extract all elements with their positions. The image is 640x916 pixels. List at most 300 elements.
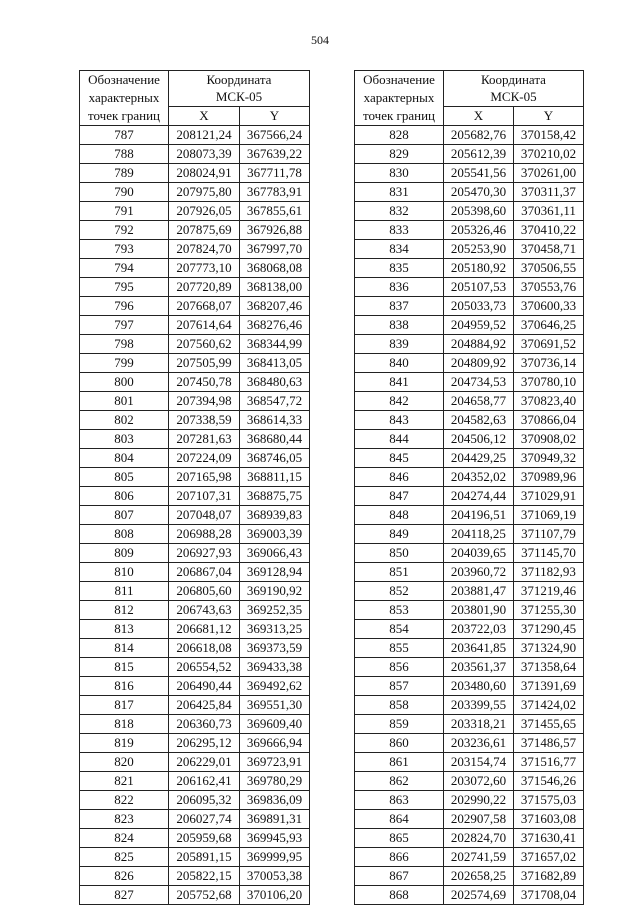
table-row bbox=[355, 202, 584, 221]
x-coordinate-cell: 205326,46 bbox=[444, 221, 514, 240]
y-coordinate-cell: 370780,10 bbox=[514, 373, 584, 392]
point-number-cell: 809 bbox=[80, 544, 169, 563]
table-row bbox=[80, 449, 310, 468]
y-coordinate-cell: 371219,46 bbox=[514, 582, 584, 601]
x-coordinate-cell: 206295,12 bbox=[169, 734, 240, 753]
x-coordinate-cell: 207224,09 bbox=[169, 449, 240, 468]
x-coordinate-cell: 207614,64 bbox=[169, 316, 240, 335]
point-number-cell: 790 bbox=[80, 183, 169, 202]
table-row bbox=[355, 601, 584, 620]
y-coordinate-cell: 369492,62 bbox=[240, 677, 310, 696]
point-number-cell: 854 bbox=[355, 620, 444, 639]
coordinates-table-left bbox=[79, 70, 310, 905]
x-coordinate-cell: 206743,63 bbox=[169, 601, 240, 620]
x-coordinate-cell: 205398,60 bbox=[444, 202, 514, 221]
point-number-cell: 837 bbox=[355, 297, 444, 316]
x-coordinate-cell: 208024,91 bbox=[169, 164, 240, 183]
table-row bbox=[355, 335, 584, 354]
y-coordinate-cell: 371358,64 bbox=[514, 658, 584, 677]
coordinates-table-right bbox=[354, 70, 584, 905]
y-coordinate-cell: 370210,02 bbox=[514, 145, 584, 164]
point-number-cell: 791 bbox=[80, 202, 169, 221]
x-coordinate-cell: 204658,77 bbox=[444, 392, 514, 411]
page-number: 504 bbox=[311, 33, 329, 47]
x-coordinate-cell: 205612,39 bbox=[444, 145, 514, 164]
y-coordinate-cell: 368875,75 bbox=[240, 487, 310, 506]
table-row bbox=[355, 506, 584, 525]
table-row bbox=[355, 145, 584, 164]
point-number-cell: 813 bbox=[80, 620, 169, 639]
y-coordinate-cell: 369252,35 bbox=[240, 601, 310, 620]
x-coordinate-cell: 204884,92 bbox=[444, 335, 514, 354]
point-header-line1: Обозначение bbox=[88, 72, 160, 87]
table-row bbox=[80, 525, 310, 544]
table-row bbox=[80, 658, 310, 677]
point-number-cell: 852 bbox=[355, 582, 444, 601]
y-coordinate-cell: 371682,89 bbox=[514, 867, 584, 886]
y-coordinate-cell: 371630,41 bbox=[514, 829, 584, 848]
table-row bbox=[355, 772, 584, 791]
y-coordinate-cell: 367566,24 bbox=[240, 126, 310, 145]
y-coordinate-cell: 369433,38 bbox=[240, 658, 310, 677]
y-coordinate-cell: 371290,45 bbox=[514, 620, 584, 639]
coord-header-line2: МСК-05 bbox=[215, 89, 263, 105]
y-coordinate-cell: 371107,79 bbox=[514, 525, 584, 544]
x-coordinate-cell: 204959,52 bbox=[444, 316, 514, 335]
point-number-cell: 811 bbox=[80, 582, 169, 601]
point-number-cell: 825 bbox=[80, 848, 169, 867]
table-row bbox=[355, 487, 584, 506]
point-number-cell: 841 bbox=[355, 373, 444, 392]
point-number-cell: 799 bbox=[80, 354, 169, 373]
table-row bbox=[80, 297, 310, 316]
point-number-cell: 855 bbox=[355, 639, 444, 658]
x-coordinate-cell: 203641,85 bbox=[444, 639, 514, 658]
x-coordinate-cell: 203399,55 bbox=[444, 696, 514, 715]
y-coordinate-cell: 368480,63 bbox=[240, 373, 310, 392]
table-row bbox=[355, 430, 584, 449]
x-coordinate-cell: 204274,44 bbox=[444, 487, 514, 506]
table-row bbox=[355, 468, 584, 487]
table-row bbox=[80, 468, 310, 487]
point-number-cell: 824 bbox=[80, 829, 169, 848]
y-coordinate-cell: 370506,55 bbox=[514, 259, 584, 278]
x-coordinate-cell: 206162,41 bbox=[169, 772, 240, 791]
point-number-cell: 864 bbox=[355, 810, 444, 829]
y-coordinate-cell: 370261,00 bbox=[514, 164, 584, 183]
table-row bbox=[80, 183, 310, 202]
point-number-cell: 868 bbox=[355, 886, 444, 905]
point-number-cell: 800 bbox=[80, 373, 169, 392]
point-number-cell: 819 bbox=[80, 734, 169, 753]
y-coordinate-cell: 369836,09 bbox=[240, 791, 310, 810]
y-coordinate-cell: 370823,40 bbox=[514, 392, 584, 411]
point-number-cell: 818 bbox=[80, 715, 169, 734]
table-row bbox=[80, 734, 310, 753]
point-number-cell: 794 bbox=[80, 259, 169, 278]
point-header-line3: точек границ bbox=[87, 108, 161, 123]
table-row bbox=[80, 810, 310, 829]
y-coordinate-cell: 371657,02 bbox=[514, 848, 584, 867]
table-row bbox=[80, 335, 310, 354]
y-coordinate-cell: 369373,59 bbox=[240, 639, 310, 658]
table-row bbox=[80, 240, 310, 259]
coord-header-line1: Координата bbox=[481, 72, 546, 88]
point-number-cell: 845 bbox=[355, 449, 444, 468]
x-coordinate-cell: 207720,89 bbox=[169, 278, 240, 297]
y-coordinate-cell: 370158,42 bbox=[514, 126, 584, 145]
table-row bbox=[80, 848, 310, 867]
table-row bbox=[355, 297, 584, 316]
x-coordinate-cell: 204118,25 bbox=[444, 525, 514, 544]
x-column-header: X bbox=[169, 106, 240, 125]
point-number-cell: 859 bbox=[355, 715, 444, 734]
y-coordinate-cell: 370106,20 bbox=[240, 886, 310, 905]
table-row bbox=[80, 126, 310, 145]
point-number-cell: 795 bbox=[80, 278, 169, 297]
x-coordinate-cell: 206681,12 bbox=[169, 620, 240, 639]
y-coordinate-cell: 371486,57 bbox=[514, 734, 584, 753]
y-coordinate-cell: 371145,70 bbox=[514, 544, 584, 563]
y-coordinate-cell: 369723,91 bbox=[240, 753, 310, 772]
table-row bbox=[80, 145, 310, 164]
y-coordinate-cell: 371029,91 bbox=[514, 487, 584, 506]
point-number-cell: 788 bbox=[80, 145, 169, 164]
x-coordinate-cell: 203480,60 bbox=[444, 677, 514, 696]
point-number-cell: 840 bbox=[355, 354, 444, 373]
y-coordinate-cell: 370866,04 bbox=[514, 411, 584, 430]
y-coordinate-cell: 371455,65 bbox=[514, 715, 584, 734]
y-coordinate-cell: 368939,83 bbox=[240, 506, 310, 525]
table-row bbox=[80, 563, 310, 582]
y-coordinate-cell: 370311,37 bbox=[514, 183, 584, 202]
x-coordinate-cell: 204809,92 bbox=[444, 354, 514, 373]
x-coordinate-cell: 206229,01 bbox=[169, 753, 240, 772]
x-coordinate-cell: 204039,65 bbox=[444, 544, 514, 563]
point-number-cell: 865 bbox=[355, 829, 444, 848]
point-number-cell: 861 bbox=[355, 753, 444, 772]
y-coordinate-cell: 369190,92 bbox=[240, 582, 310, 601]
table-row bbox=[80, 164, 310, 183]
y-coordinate-cell: 369066,43 bbox=[240, 544, 310, 563]
y-coordinate-cell: 371603,08 bbox=[514, 810, 584, 829]
x-coordinate-cell: 207394,98 bbox=[169, 392, 240, 411]
table-row bbox=[355, 886, 584, 905]
y-coordinate-cell: 368811,15 bbox=[240, 468, 310, 487]
y-coordinate-cell: 367855,61 bbox=[240, 202, 310, 221]
x-coordinate-cell: 207450,78 bbox=[169, 373, 240, 392]
point-number-cell: 802 bbox=[80, 411, 169, 430]
point-number-cell: 810 bbox=[80, 563, 169, 582]
x-coordinate-cell: 203561,37 bbox=[444, 658, 514, 677]
table-row bbox=[80, 202, 310, 221]
x-coordinate-cell: 202741,59 bbox=[444, 848, 514, 867]
point-number-cell: 796 bbox=[80, 297, 169, 316]
table-row bbox=[355, 221, 584, 240]
x-coordinate-cell: 205541,56 bbox=[444, 164, 514, 183]
x-coordinate-cell: 202574,69 bbox=[444, 886, 514, 905]
x-coordinate-cell: 204734,53 bbox=[444, 373, 514, 392]
table-row bbox=[355, 164, 584, 183]
table-row bbox=[355, 715, 584, 734]
table-row bbox=[355, 183, 584, 202]
x-coordinate-cell: 208121,24 bbox=[169, 126, 240, 145]
point-number-cell: 843 bbox=[355, 411, 444, 430]
point-number-cell: 850 bbox=[355, 544, 444, 563]
table-row bbox=[355, 449, 584, 468]
table-row bbox=[80, 791, 310, 810]
y-coordinate-cell: 368207,46 bbox=[240, 297, 310, 316]
point-number-cell: 827 bbox=[80, 886, 169, 905]
table-row bbox=[80, 582, 310, 601]
y-coordinate-cell: 369313,25 bbox=[240, 620, 310, 639]
table-row bbox=[80, 430, 310, 449]
point-number-cell: 812 bbox=[80, 601, 169, 620]
x-coordinate-cell: 207338,59 bbox=[169, 411, 240, 430]
point-number-cell: 846 bbox=[355, 468, 444, 487]
point-number-cell: 804 bbox=[80, 449, 169, 468]
point-number-cell: 823 bbox=[80, 810, 169, 829]
x-coordinate-cell: 207824,70 bbox=[169, 240, 240, 259]
point-number-cell: 808 bbox=[80, 525, 169, 544]
table-row bbox=[355, 620, 584, 639]
x-coordinate-cell: 202907,58 bbox=[444, 810, 514, 829]
y-coordinate-cell: 368614,33 bbox=[240, 411, 310, 430]
table-row bbox=[80, 886, 310, 905]
table-row bbox=[355, 791, 584, 810]
x-coordinate-cell: 202658,25 bbox=[444, 867, 514, 886]
y-coordinate-cell: 370908,02 bbox=[514, 430, 584, 449]
table-row bbox=[80, 639, 310, 658]
x-coordinate-cell: 205253,90 bbox=[444, 240, 514, 259]
table-row bbox=[355, 544, 584, 563]
y-coordinate-cell: 367926,88 bbox=[240, 221, 310, 240]
table-row bbox=[355, 829, 584, 848]
x-coordinate-cell: 206490,44 bbox=[169, 677, 240, 696]
point-number-cell: 853 bbox=[355, 601, 444, 620]
table-row bbox=[355, 259, 584, 278]
table-row bbox=[355, 848, 584, 867]
y-coordinate-cell: 367783,91 bbox=[240, 183, 310, 202]
x-coordinate-cell: 205959,68 bbox=[169, 829, 240, 848]
y-coordinate-cell: 371324,90 bbox=[514, 639, 584, 658]
table-row bbox=[80, 867, 310, 886]
point-number-cell: 820 bbox=[80, 753, 169, 772]
point-number-cell: 816 bbox=[80, 677, 169, 696]
table-row bbox=[80, 677, 310, 696]
point-number-cell: 805 bbox=[80, 468, 169, 487]
table-row bbox=[80, 411, 310, 430]
y-coordinate-cell: 369003,39 bbox=[240, 525, 310, 544]
x-coordinate-cell: 206360,73 bbox=[169, 715, 240, 734]
y-coordinate-cell: 368138,00 bbox=[240, 278, 310, 297]
x-coordinate-cell: 207165,98 bbox=[169, 468, 240, 487]
y-coordinate-cell: 368276,46 bbox=[240, 316, 310, 335]
x-coordinate-cell: 204352,02 bbox=[444, 468, 514, 487]
x-coordinate-cell: 207281,63 bbox=[169, 430, 240, 449]
table-row bbox=[80, 715, 310, 734]
point-header-line3: точек границ bbox=[362, 108, 436, 123]
x-coordinate-cell: 207926,05 bbox=[169, 202, 240, 221]
table-row bbox=[355, 639, 584, 658]
y-coordinate-cell: 370600,33 bbox=[514, 297, 584, 316]
table-row bbox=[80, 392, 310, 411]
x-coordinate-cell: 206988,28 bbox=[169, 525, 240, 544]
x-coordinate-cell: 206618,08 bbox=[169, 639, 240, 658]
x-coordinate-cell: 208073,39 bbox=[169, 145, 240, 164]
y-coordinate-cell: 370691,52 bbox=[514, 335, 584, 354]
table-row bbox=[355, 734, 584, 753]
x-coordinate-cell: 207560,62 bbox=[169, 335, 240, 354]
table-row bbox=[80, 259, 310, 278]
y-coordinate-cell: 371424,02 bbox=[514, 696, 584, 715]
y-coordinate-cell: 371069,19 bbox=[514, 506, 584, 525]
x-coordinate-cell: 205752,68 bbox=[169, 886, 240, 905]
table-row bbox=[355, 411, 584, 430]
table-row bbox=[80, 753, 310, 772]
coord-header-line1: Координата bbox=[206, 72, 272, 88]
y-coordinate-cell: 370736,14 bbox=[514, 354, 584, 373]
y-coordinate-cell: 367711,78 bbox=[240, 164, 310, 183]
table-row bbox=[355, 525, 584, 544]
y-column-header: Y bbox=[514, 106, 584, 125]
x-coordinate-cell: 204582,63 bbox=[444, 411, 514, 430]
x-coordinate-cell: 205180,92 bbox=[444, 259, 514, 278]
point-number-cell: 793 bbox=[80, 240, 169, 259]
y-coordinate-cell: 370410,22 bbox=[514, 221, 584, 240]
point-number-cell: 839 bbox=[355, 335, 444, 354]
x-coordinate-cell: 205107,53 bbox=[444, 278, 514, 297]
table-row bbox=[355, 563, 584, 582]
point-number-cell: 838 bbox=[355, 316, 444, 335]
point-number-cell: 807 bbox=[80, 506, 169, 525]
point-number-cell: 848 bbox=[355, 506, 444, 525]
table-row bbox=[80, 772, 310, 791]
point-number-cell: 792 bbox=[80, 221, 169, 240]
x-coordinate-cell: 202990,22 bbox=[444, 791, 514, 810]
y-coordinate-cell: 371546,26 bbox=[514, 772, 584, 791]
x-coordinate-cell: 203801,90 bbox=[444, 601, 514, 620]
point-number-cell: 826 bbox=[80, 867, 169, 886]
y-coordinate-cell: 367997,70 bbox=[240, 240, 310, 259]
x-coordinate-cell: 207975,80 bbox=[169, 183, 240, 202]
table-row bbox=[80, 620, 310, 639]
point-number-cell: 831 bbox=[355, 183, 444, 202]
x-coordinate-cell: 204196,51 bbox=[444, 506, 514, 525]
y-coordinate-cell: 370458,71 bbox=[514, 240, 584, 259]
table-row bbox=[355, 753, 584, 772]
point-number-cell: 867 bbox=[355, 867, 444, 886]
x-coordinate-cell: 202824,70 bbox=[444, 829, 514, 848]
table-row bbox=[355, 392, 584, 411]
point-number-cell: 856 bbox=[355, 658, 444, 677]
y-coordinate-cell: 368547,72 bbox=[240, 392, 310, 411]
point-number-cell: 817 bbox=[80, 696, 169, 715]
point-number-cell: 851 bbox=[355, 563, 444, 582]
point-number-cell: 862 bbox=[355, 772, 444, 791]
x-coordinate-cell: 205822,15 bbox=[169, 867, 240, 886]
x-coordinate-cell: 205470,30 bbox=[444, 183, 514, 202]
y-coordinate-cell: 371708,04 bbox=[514, 886, 584, 905]
point-number-cell: 863 bbox=[355, 791, 444, 810]
point-number-cell: 801 bbox=[80, 392, 169, 411]
x-coordinate-cell: 203960,72 bbox=[444, 563, 514, 582]
table-row bbox=[80, 829, 310, 848]
table-row bbox=[355, 278, 584, 297]
y-coordinate-cell: 370989,96 bbox=[514, 468, 584, 487]
x-coordinate-cell: 206867,04 bbox=[169, 563, 240, 582]
y-coordinate-cell: 370553,76 bbox=[514, 278, 584, 297]
y-coordinate-cell: 369551,30 bbox=[240, 696, 310, 715]
table-row bbox=[355, 696, 584, 715]
y-coordinate-cell: 369999,95 bbox=[240, 848, 310, 867]
table-row bbox=[355, 810, 584, 829]
y-coordinate-cell: 371255,30 bbox=[514, 601, 584, 620]
table-row bbox=[80, 221, 310, 240]
y-coordinate-cell: 370949,32 bbox=[514, 449, 584, 468]
x-coordinate-cell: 205033,73 bbox=[444, 297, 514, 316]
x-coordinate-cell: 207505,99 bbox=[169, 354, 240, 373]
x-coordinate-cell: 203154,74 bbox=[444, 753, 514, 772]
y-coordinate-cell: 369609,40 bbox=[240, 715, 310, 734]
point-header-line1: Обозначение bbox=[363, 72, 435, 87]
point-designation-header bbox=[355, 71, 444, 126]
point-number-cell: 834 bbox=[355, 240, 444, 259]
x-coordinate-cell: 205891,15 bbox=[169, 848, 240, 867]
y-coordinate-cell: 371575,03 bbox=[514, 791, 584, 810]
table-row bbox=[355, 240, 584, 259]
point-number-cell: 844 bbox=[355, 430, 444, 449]
point-number-cell: 847 bbox=[355, 487, 444, 506]
x-coordinate-cell: 203881,47 bbox=[444, 582, 514, 601]
point-number-cell: 828 bbox=[355, 126, 444, 145]
coordinate-system-header bbox=[444, 71, 584, 107]
y-column-header: Y bbox=[240, 106, 310, 125]
point-number-cell: 814 bbox=[80, 639, 169, 658]
point-number-cell: 798 bbox=[80, 335, 169, 354]
point-number-cell: 797 bbox=[80, 316, 169, 335]
table-row bbox=[355, 316, 584, 335]
y-coordinate-cell: 368344,99 bbox=[240, 335, 310, 354]
y-coordinate-cell: 368680,44 bbox=[240, 430, 310, 449]
y-coordinate-cell: 370053,38 bbox=[240, 867, 310, 886]
table-row bbox=[355, 867, 584, 886]
y-coordinate-cell: 370361,11 bbox=[514, 202, 584, 221]
x-coordinate-cell: 206095,32 bbox=[169, 791, 240, 810]
table-row bbox=[80, 696, 310, 715]
x-coordinate-cell: 203722,03 bbox=[444, 620, 514, 639]
point-number-cell: 866 bbox=[355, 848, 444, 867]
point-header-line2: характерных bbox=[88, 90, 160, 105]
y-coordinate-cell: 371391,69 bbox=[514, 677, 584, 696]
x-coordinate-cell: 203072,60 bbox=[444, 772, 514, 791]
x-coordinate-cell: 206805,60 bbox=[169, 582, 240, 601]
y-coordinate-cell: 371516,77 bbox=[514, 753, 584, 772]
y-coordinate-cell: 368413,05 bbox=[240, 354, 310, 373]
x-coordinate-cell: 206554,52 bbox=[169, 658, 240, 677]
coordinate-system-header bbox=[169, 71, 310, 107]
table-row bbox=[80, 316, 310, 335]
point-number-cell: 833 bbox=[355, 221, 444, 240]
point-number-cell: 787 bbox=[80, 126, 169, 145]
point-header-line2: характерных bbox=[363, 90, 435, 105]
point-number-cell: 860 bbox=[355, 734, 444, 753]
table-row bbox=[355, 658, 584, 677]
table-row bbox=[355, 373, 584, 392]
x-coordinate-cell: 207107,31 bbox=[169, 487, 240, 506]
table-row bbox=[80, 354, 310, 373]
x-coordinate-cell: 204429,25 bbox=[444, 449, 514, 468]
